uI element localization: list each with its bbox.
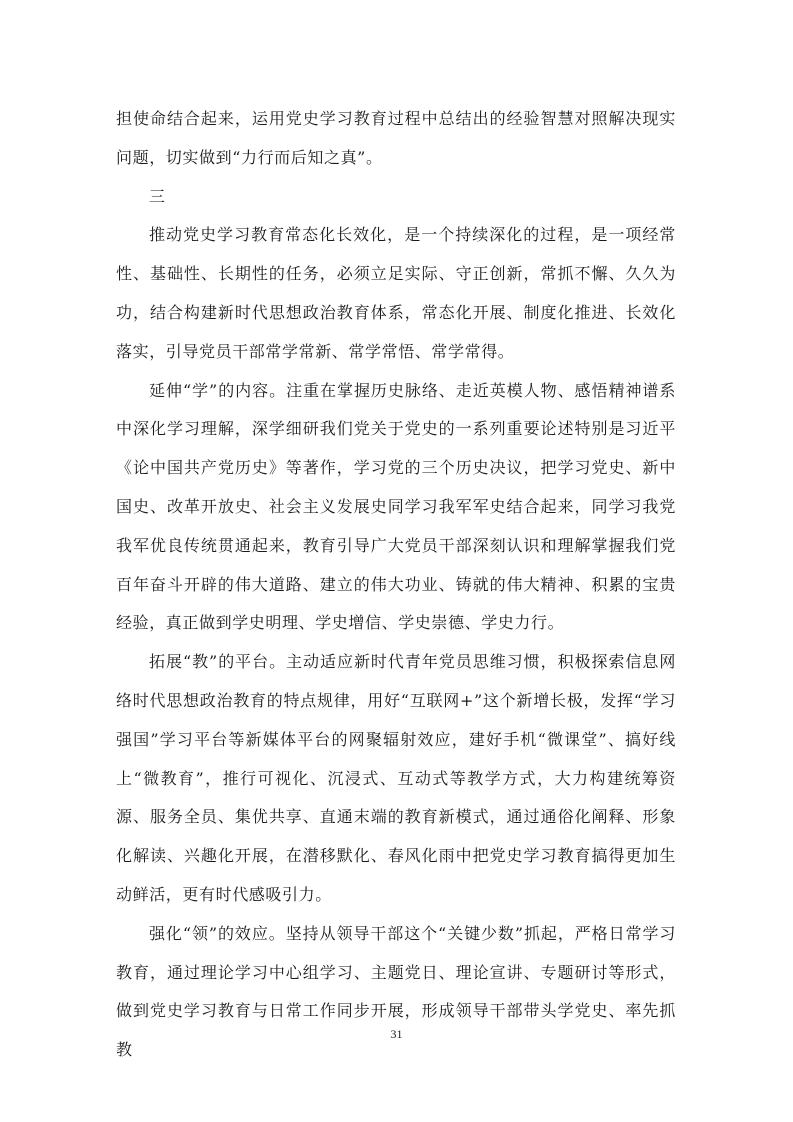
paragraph-continuation: 担使命结合起来，运用党史学习教育过程中总结出的经验智慧对照解决现实问题，切实做到“力行而后知之真”。 bbox=[116, 109, 676, 167]
paragraph-teach: 拓展“教”的平台。主动适应新时代青年党员思维习惯，积极探索信息网络时代思想政治教育的特点规律，用好“互联网+”这个新增长极，发挥“学习强国”学习平台等新媒体平台的网聚辐射效应，建好手机“微课堂”、搞好线上“微教育”，推行可视化、沉浸式、互动式等教学方式，大力构建统筹资源、服务全员、集优共享、直通末端的教育新模式，通过通俗化阐释、形象化解读、兴趣化开展，在潜移默化、春风化雨中把党史学习教育搞得更加生动鲜活，更有时代感吸引力。 bbox=[116, 652, 676, 904]
paragraph-lead: 强化“领”的效应。坚持从领导干部这个“关键少数”抓起，严格日常学习教育，通过理论学习中心组学习、主题党日、理论宣讲、专题研讨等形式，做到党史学习教育与日常工作同步开展，形成领导干部带头学党史、率先抓教 bbox=[116, 923, 676, 1060]
body-text bbox=[116, 100, 676, 1070]
paragraph-learn: 延伸“学”的内容。注重在掌握历史脉络、走近英模人物、感悟精神谱系中深化学习理解，深学细研我们党关于党史的一系列重要论述特别是习近平《论中国共产党历史》等著作，学习党的三个历史决议，把学习党史、新中国史、改革开放史、社会主义发展史同学习我军军史结合起来，同学习我党我军优良传统贯通起来，教育引导广大党员干部深刻认识和理解掌握我们党百年奋斗开辟的伟大道路、建立的伟大功业、铸就的伟大精神、积累的宝贵经验，真正做到学史明理、学史增信、学史崇德、学史力行。 bbox=[116, 380, 676, 633]
paragraph-intro: 推动党史学习教育常态化长效化，是一个持续深化的过程，是一项经常性、基础性、长期性的任务，必须立足实际、守正创新，常抓不懈、久久为功，结合构建新时代思想政治教育体系，常态化开展、制度化推进、长效化落实，引导党员干部常学常新、常学常悟、常学常得。 bbox=[116, 225, 676, 361]
section-heading: 三 bbox=[149, 186, 166, 206]
page-number: 31 bbox=[390, 1027, 403, 1041]
